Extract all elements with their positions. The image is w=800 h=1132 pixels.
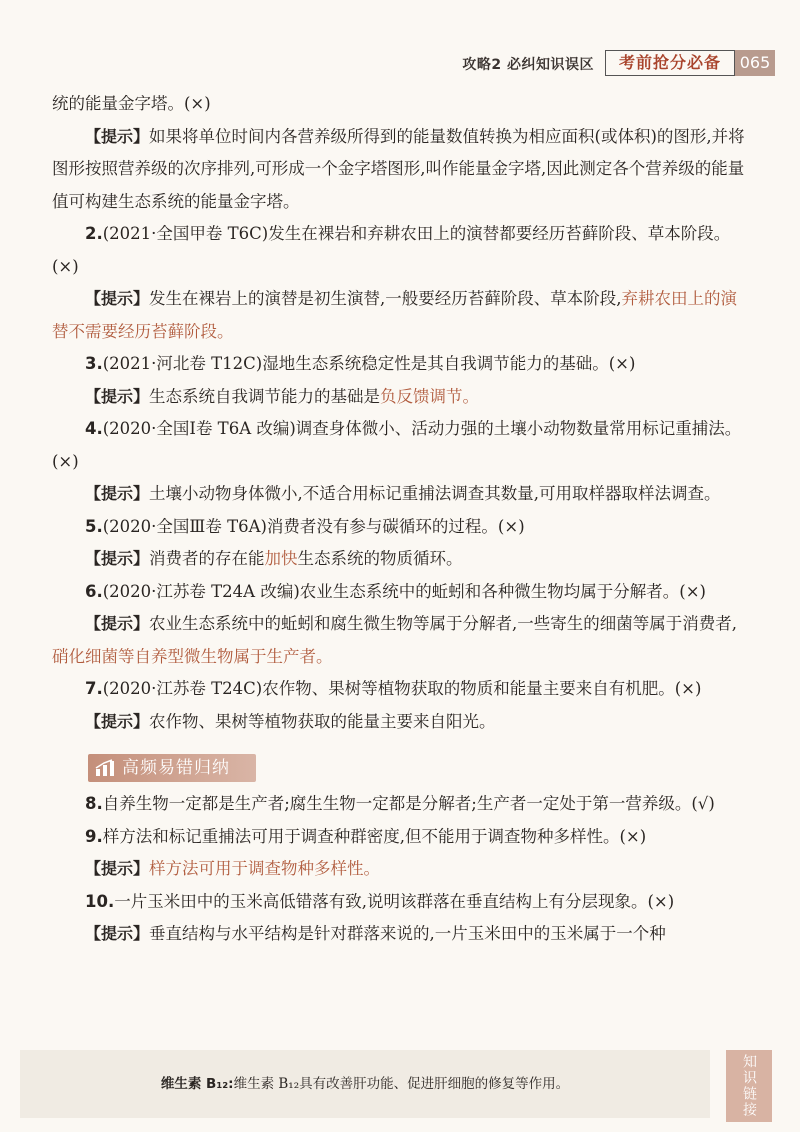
question-number: 8. xyxy=(85,794,103,813)
hint-label: 【提示】 xyxy=(85,549,150,568)
hint-highlight: 硝化细菌等自养型微生物属于生产者。 xyxy=(52,646,333,666)
footer-note xyxy=(20,1050,710,1118)
hint-label: 【提示】 xyxy=(85,386,150,406)
hint xyxy=(52,283,752,348)
question-text: (2020·江苏卷 T24A 改编)农业生态系统中的蚯蚓和各种微生物均属于分解者。(×) xyxy=(102,581,706,601)
hint-label: 【提示】 xyxy=(85,126,150,146)
hint-highlight: 负反馈调节。 xyxy=(380,386,480,406)
hint xyxy=(52,478,752,511)
main-content xyxy=(52,88,752,951)
hint-text: 消费者的存在能 xyxy=(149,549,265,568)
section-header xyxy=(88,754,256,782)
question-number: 5. xyxy=(85,516,103,536)
hint-text: 土壤小动物身体微小,不适合用标记重捕法调查其数量,可用取样器取样法调查。 xyxy=(149,484,721,503)
question-text: (2020·全国Ⅲ卷 T6A)消费者没有参与碳循环的过程。(×) xyxy=(102,516,525,536)
hint-highlight: 样方法可用于调查物种多样性。 xyxy=(149,859,381,878)
hint xyxy=(52,543,752,576)
question-continuation: 统的能量金字塔。(×) xyxy=(52,94,211,113)
question-text: 自养生物一定都是生产者;腐生生物一定都是分解者;生产者一定处于第一营养级。(√) xyxy=(102,794,715,813)
question-5 xyxy=(52,511,752,544)
question-3 xyxy=(52,348,752,381)
question-text: (2021·河北卷 T12C)湿地生态系统稳定性是其自我调节能力的基础。(×) xyxy=(102,354,636,373)
hint-label: 【提示】 xyxy=(85,289,150,308)
question-text: 一片玉米田中的玉米高低错落有致,说明该群落在垂直结构上有分层现象。(×) xyxy=(114,891,675,911)
question-text: (2020·全国Ⅰ卷 T6A 改编)调查身体微小、活动力强的土壤小动物数量常用标记重捕法。(×) xyxy=(52,419,742,471)
hint xyxy=(52,706,752,739)
hint-text: 垂直结构与水平结构是针对群落来说的,一片玉米田中的玉米属于一个种 xyxy=(149,924,666,943)
question-text: 样方法和标记重捕法可用于调查种群密度,但不能用于调查物种多样性。(×) xyxy=(102,826,647,846)
question-number: 9. xyxy=(85,826,103,846)
bar-chart-icon xyxy=(94,759,118,777)
question-2 xyxy=(52,218,752,283)
question-4 xyxy=(52,413,752,478)
hint-label: 【提示】 xyxy=(85,859,150,878)
hint xyxy=(52,608,752,673)
question-10 xyxy=(52,886,752,919)
question-7 xyxy=(52,673,752,706)
hint xyxy=(52,853,752,886)
question-9 xyxy=(52,821,752,854)
question-6 xyxy=(52,576,752,609)
hint-highlight: 弃耕农田上的演替不需要经历苔藓阶段。 xyxy=(52,289,738,341)
hint xyxy=(52,381,752,414)
question-text: (2020·江苏卷 T24C)农作物、果树等植物获取的物质和能量主要来自有机肥。(×) xyxy=(102,679,702,698)
question-text: (2021·全国甲卷 T6C)发生在裸岩和弃耕农田上的演替都要经历苔藓阶段、草本阶段。(×) xyxy=(52,224,731,276)
hint-text: 生态系统的物质循环。 xyxy=(297,549,463,568)
chapter-guide: 攻略2 必纠知识误区 xyxy=(462,57,594,73)
hint-text: 农业生态系统中的蚯蚓和腐生微生物等属于分解者,一些寄生的细菌等属于消费者, xyxy=(149,614,738,633)
hint-highlight: 加快 xyxy=(264,549,298,568)
question-number: 3. xyxy=(85,354,103,373)
header-label: 考前抢分必备 xyxy=(605,50,735,76)
corner-tab: 知识链接 xyxy=(726,1050,772,1122)
footer-text: 维生素 B₁₂具有改善肝功能、促进肝细胞的修复等作用。 xyxy=(233,1076,570,1092)
hint-label: 【提示】 xyxy=(85,614,150,633)
hint xyxy=(52,918,752,951)
footer-term: 维生素 B₁₂: xyxy=(160,1076,234,1092)
hint-label: 【提示】 xyxy=(85,484,150,503)
hint-label: 【提示】 xyxy=(85,924,150,943)
question-number: 6. xyxy=(85,581,103,601)
question-number: 10. xyxy=(85,891,115,911)
hint-text: 生态系统自我调节能力的基础是 xyxy=(149,386,381,406)
page-header xyxy=(0,50,800,78)
question-number: 2. xyxy=(85,224,103,243)
question-8 xyxy=(52,788,752,821)
question-number: 7. xyxy=(85,679,103,698)
hint-text: 发生在裸岩上的演替是初生演替,一般要经历苔藓阶段、草本阶段, xyxy=(149,289,622,308)
hint-text: 农作物、果树等植物获取的能量主要来自阳光。 xyxy=(149,711,496,731)
hint xyxy=(52,121,752,219)
page-number: 065 xyxy=(735,50,775,76)
hint-text: 如果将单位时间内各营养级所得到的能量数值转换为相应面积(或体积)的图形,并将图形按照营养级的次序排列,可形成一个金字塔图形,叫作能量金字塔,因此测定各个营养级的能量值可构建生态系统的能量金字塔。 xyxy=(52,126,745,211)
question-number: 4. xyxy=(85,419,103,438)
section-title: 高频易错归纳 xyxy=(122,757,230,778)
hint-label: 【提示】 xyxy=(85,711,150,731)
